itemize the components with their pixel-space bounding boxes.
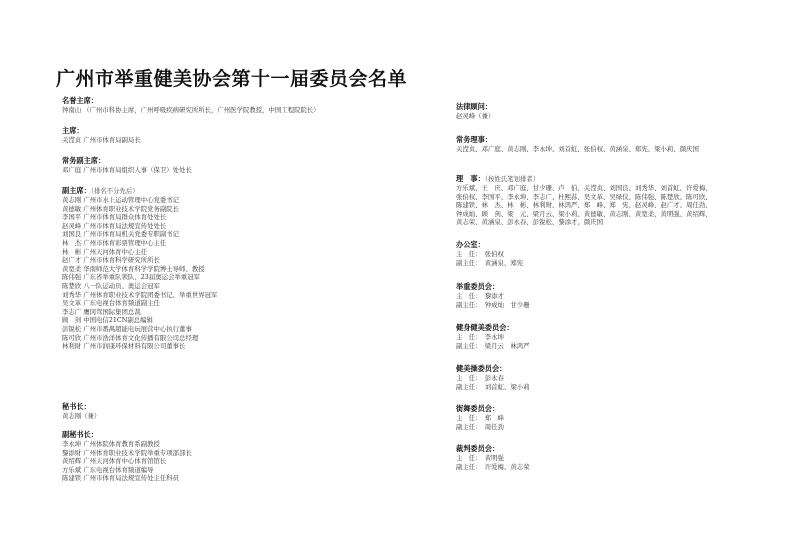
list-item: 黎添财 广州体育职业技术学院举重专项部部长	[62, 448, 192, 457]
exec-vice-chairman-section	[62, 156, 192, 175]
list-item: 陈建铁、林 杰、林 彬、林利财、林鸿严、郑 峰、郑 宪、赵灵峰、赵广才、周任劲、	[456, 201, 712, 210]
list-item: 林 杰 广州市体育彩票管理中心主任	[62, 238, 167, 247]
street-dance-committee-section	[456, 404, 504, 431]
list-item: 黄志荣、黄涵泉、彭永春、彭锐松、黎添才、颜庆国	[456, 218, 603, 227]
list-item: 副主任： 梁月云 林鸿严	[456, 341, 530, 350]
legal-advisor-section	[456, 102, 494, 121]
list-item: 陈楚欣 八一队运动员、奥运会冠军	[62, 281, 160, 290]
section-heading: 健身健美委员会：	[456, 323, 514, 332]
section-heading: 举重委员会：	[456, 282, 500, 291]
section-heading: 秘书长：	[62, 402, 91, 411]
referee-committee-section	[456, 444, 530, 471]
aerobics-committee-section	[456, 364, 530, 391]
list-item: 主 任： 黄明强	[456, 454, 504, 462]
list-item: 钟南山 （广州市科协主席，广州呼吸疾病研究所所长，广州医学院教授，中国工程院院长）	[62, 106, 320, 114]
heading-text: 理 事：	[456, 174, 485, 183]
list-item: 主 任： 郑 峰	[456, 414, 504, 422]
list-item: 林利財 广州市润康环保材料有限公司董事长	[62, 342, 186, 351]
section-heading: 裁判委员会：	[456, 444, 500, 453]
list-item: 主 任： 黎添才	[456, 292, 504, 300]
list-item: 黄绍辉 广州天河体育中心体育馆馆长	[62, 457, 167, 466]
section-heading: 常务副主席：	[62, 156, 106, 165]
list-item: 彭锐松 广州市番禺超能电玩展营中心执行董事	[62, 324, 192, 333]
list-item: 钟成灿、顾 剑、梁 元、梁月云、梁小莉、黄德敏、黄志刚、黄宽柔、黄明强、黄绍辉、	[456, 209, 712, 218]
list-item: 李志广 鹰冈驾国际集团总裁	[62, 307, 141, 316]
list-item: 黄志刚 广州市水上运动管理中心党委书记	[62, 196, 180, 204]
standing-board-section	[456, 135, 699, 154]
list-item: 黄德敏 广州体育职业技术学院党务副院长	[62, 204, 180, 213]
list-item: 主 任： 李永坤	[456, 333, 504, 341]
section-heading: 名誉主席：	[62, 96, 98, 105]
list-item: 赵灵峰（兼）	[456, 112, 495, 120]
list-item: 副主任： 许爱梅、黄志荣	[456, 462, 530, 471]
list-item: 关滢贞、邓广庭、黄志刚、李永坤、刘首虹、张伯权、黄涵泉、郑宪、梁小莉、颜庆国	[456, 145, 699, 153]
section-heading: 健美操委员会：	[456, 364, 507, 373]
list-item: 副主任： 刘首虹、梁小莉	[456, 382, 530, 391]
weightlifting-committee-section	[456, 282, 530, 309]
section-heading: 副秘书长：	[62, 430, 98, 439]
list-item: 李永坤 广州体院体育教育系副教授	[62, 440, 160, 448]
list-item: 陈伟强 广东省举重队领队、23届奥运会举重冠军	[62, 273, 200, 282]
section-heading: 办公室：	[456, 240, 485, 249]
secretary-general-section	[62, 402, 100, 421]
list-item: 刘国良 广州市体育局机关党委专职副书记	[62, 230, 180, 239]
list-item: 李国平 广州市体育局群众体育处处长	[62, 213, 167, 222]
section-heading	[456, 174, 712, 184]
list-item: 赵广才 广州市体育科学研究所所长	[62, 256, 160, 265]
honorary-chairman-section	[62, 96, 320, 115]
list-item: 张伯权、李国平、李永坤、李志广、杜熙荪、吴文革、吴绿仪、陈伟强、陈楚欣、陈可欣、	[456, 192, 712, 201]
list-item: 副主任： 周任劲	[456, 422, 504, 431]
section-heading: 街舞委员会：	[456, 404, 500, 413]
list-item: 陈可欣 广州市浩洋体育文化传播有限公司总经理	[62, 333, 199, 342]
list-item: 关滢贞 广州市体育局副局长	[62, 136, 141, 144]
list-item: 副主任： 钟成灿 甘少珊	[456, 300, 530, 309]
section-heading	[62, 186, 217, 196]
list-item: 林 彬 广州天河体育中心主任	[62, 247, 148, 256]
list-item: 黄志刚（兼）	[62, 412, 101, 420]
list-item: 吴文革 广东电视台体育频道副主任	[62, 299, 160, 308]
section-heading: 常务理事：	[456, 135, 492, 144]
page-title: 广州市举重健美协会第十一届委员会名单	[56, 68, 408, 90]
fitness-committee-section	[456, 323, 530, 350]
list-item: 方乐斌、王 庆、邓广庭、甘少珊、卢 伯、关滢贞、刘国良、刘秀华、刘首虹、许爱梅、	[456, 184, 712, 192]
list-item: 陈建铁 广州市体育局法规宣传处主任科员	[62, 474, 180, 483]
list-item: 刘秀华 广州体育职业技术学院团委书记、举重世界冠军	[62, 290, 218, 299]
heading-note: （按姓氏笔划排者）	[484, 175, 540, 183]
list-item: 主 任： 张伯权	[456, 250, 504, 258]
section-heading: 法律顾问：	[456, 102, 492, 111]
board-section	[456, 174, 712, 227]
list-item: 方乐斌 广东电视台体育频道编导	[62, 465, 154, 474]
chairman-section	[62, 126, 141, 145]
list-item: 邓广庭 广州市体育局组织人事（保卫）处处长	[62, 166, 192, 174]
list-item: 黄宽柔 华南师范大学体育科学学院博士导师、教授	[62, 264, 205, 273]
list-item: 顾 剑 中国电信21CN副总编辑	[62, 316, 153, 325]
list-item: 赵灵峰 广州市体育局法规宣传处处长	[62, 221, 167, 230]
deputy-secretary-section	[62, 430, 192, 483]
vice-chairman-section	[62, 186, 217, 351]
list-item: 主 任： 彭永春	[456, 374, 504, 382]
heading-text: 副主席：	[62, 186, 91, 195]
office-section	[456, 240, 523, 267]
section-heading: 主席：	[62, 126, 84, 135]
list-item: 副主任： 黄涵泉、郑宪	[456, 258, 524, 267]
heading-note: （排名不分先后）	[90, 187, 139, 195]
